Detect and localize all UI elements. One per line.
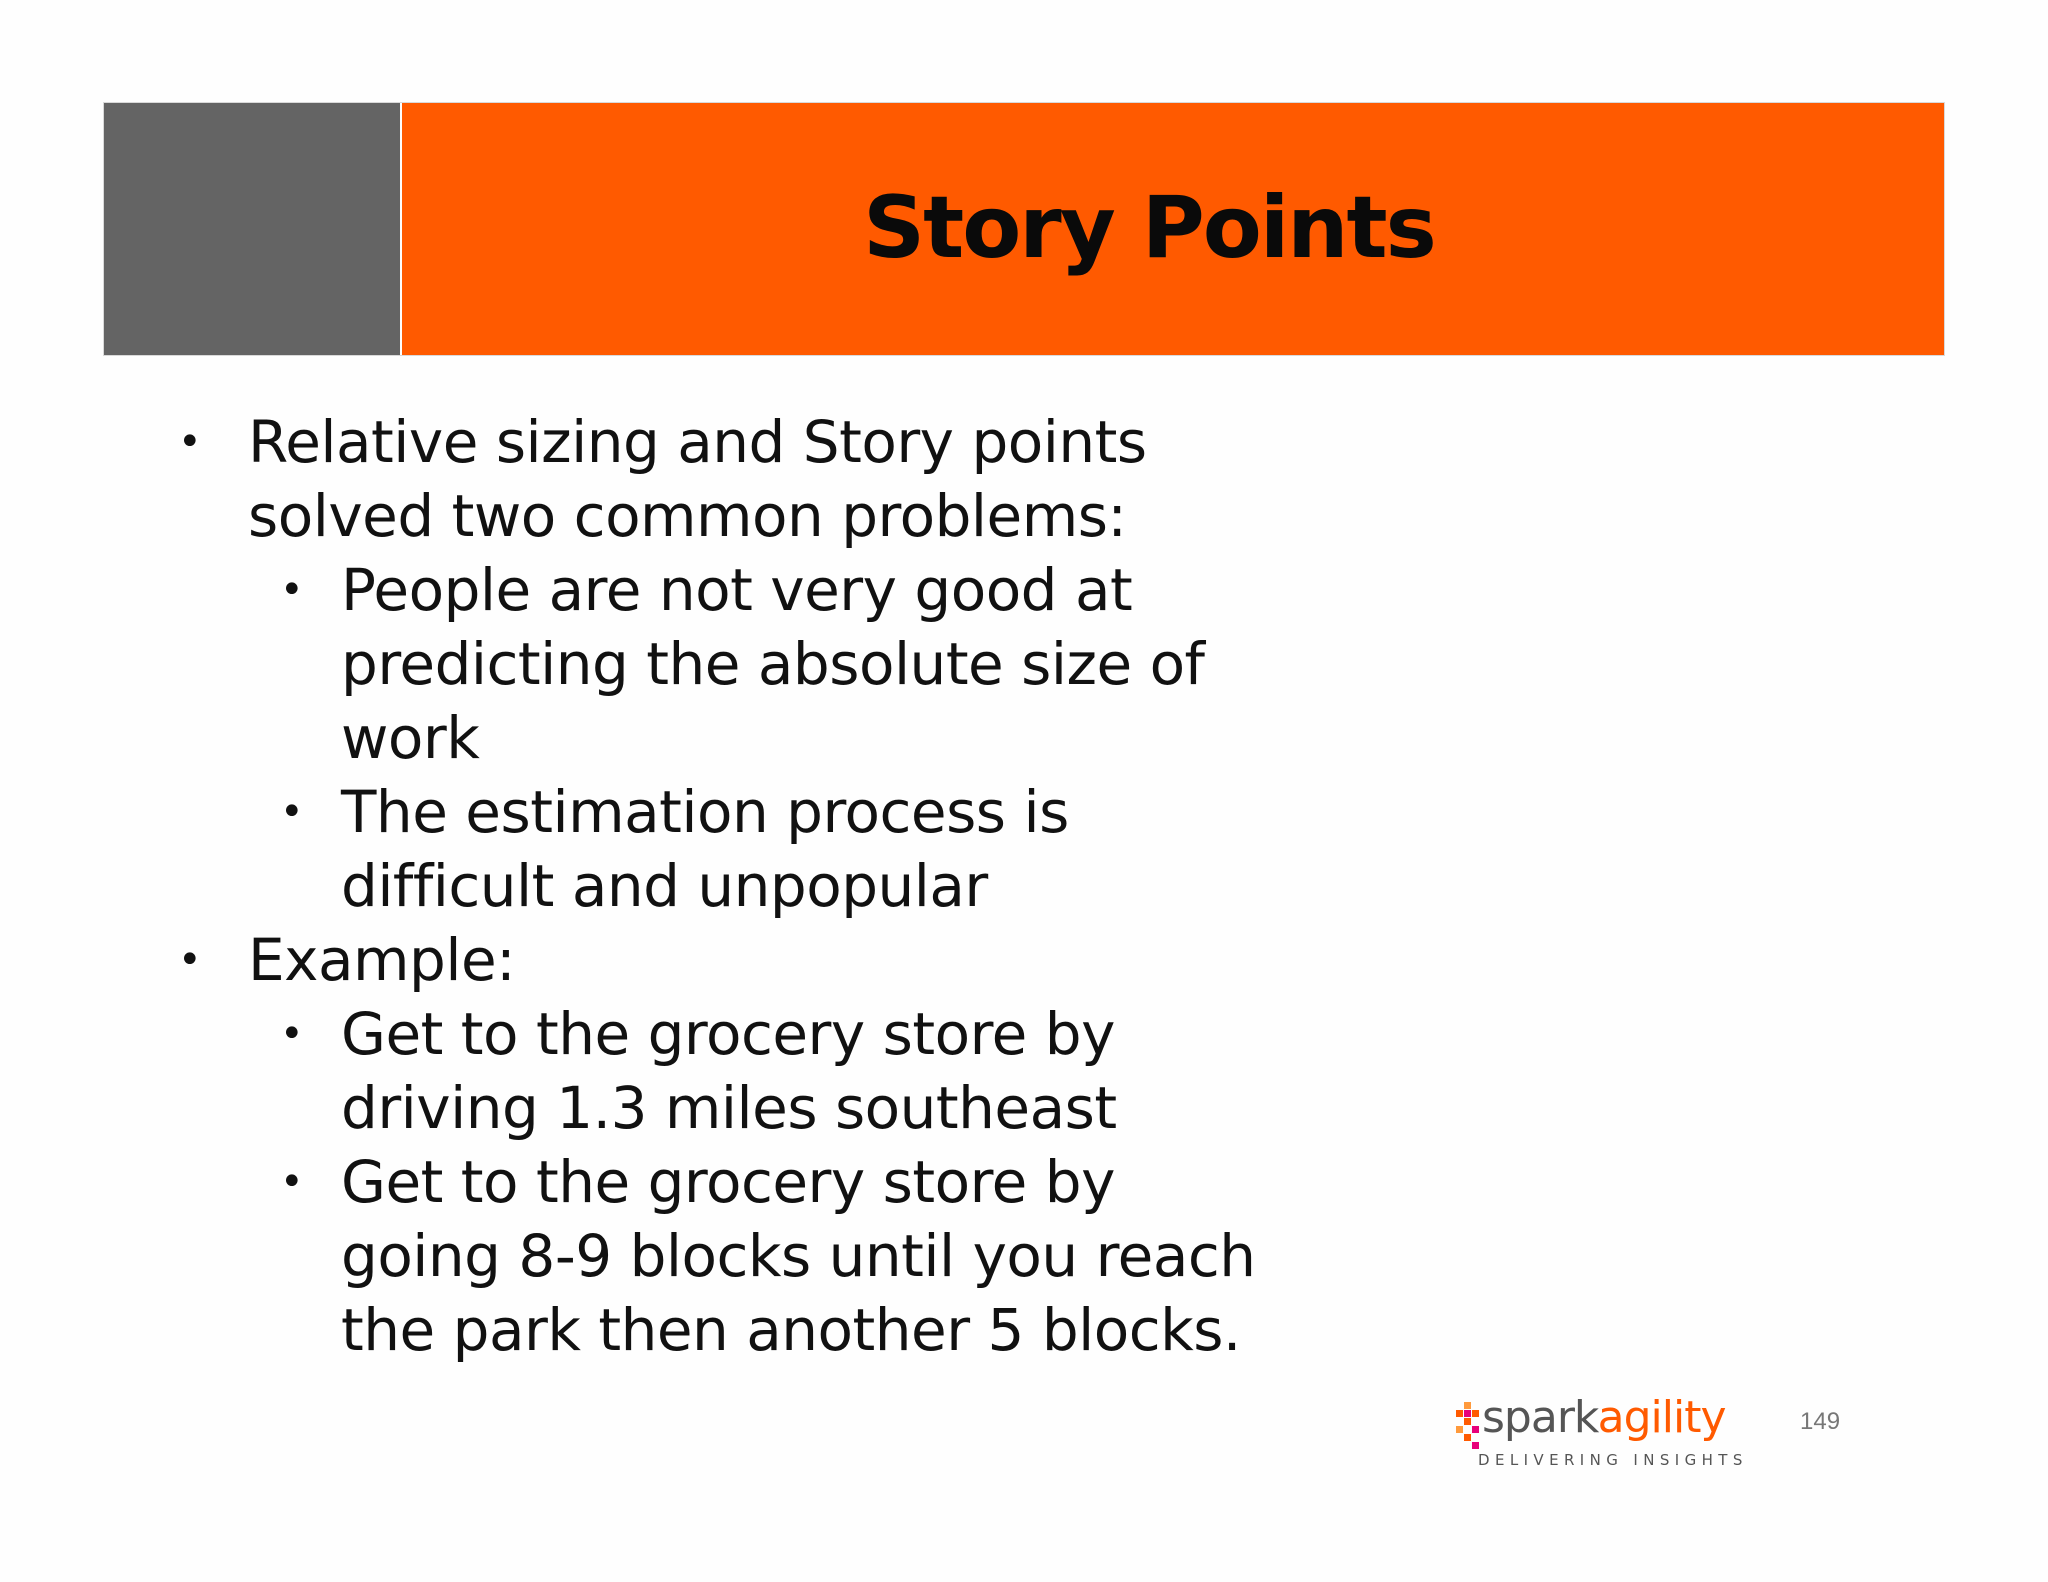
- bullet-text: Relative sizing and Story points solved two common problems:: [248, 408, 1147, 550]
- logo-pixel: [1464, 1418, 1471, 1425]
- slide-title: Story Points: [863, 178, 1435, 278]
- logo-word-agility: agility: [1597, 1392, 1726, 1443]
- bullet-list: [178, 405, 1278, 1367]
- sub-bullet-text: People are not very good at predicting the absolute size of work: [341, 556, 1205, 772]
- bullet-item-2: [178, 923, 1278, 997]
- title-banner: [103, 102, 1945, 356]
- logo-pixel: [1472, 1410, 1479, 1417]
- logo-pixel: [1472, 1426, 1479, 1433]
- logo-word-spark: spark: [1482, 1392, 1598, 1443]
- bullet-item-1: [178, 405, 1278, 553]
- bullet-dot: •: [280, 789, 304, 835]
- logo-tagline: DELIVERING INSIGHTS: [1478, 1451, 1748, 1469]
- sub-bullet-item: [178, 775, 1278, 923]
- bullet-dot: •: [280, 1159, 304, 1205]
- sub-bullet-text: Get to the grocery store by going 8-9 blocks until you reach the park then another 5 blocks.: [341, 1148, 1256, 1364]
- page-number: 149: [1800, 1408, 1841, 1435]
- logo-pixel: [1464, 1402, 1471, 1409]
- bullet-text: Example:: [248, 926, 516, 994]
- bullet-dot: •: [280, 1011, 304, 1057]
- logo-pixel: [1464, 1410, 1471, 1417]
- sub-bullet-item: [178, 997, 1278, 1145]
- logo-pixel: [1472, 1442, 1479, 1449]
- sub-bullet-item: [178, 1145, 1278, 1367]
- bullet-dot: •: [178, 419, 202, 465]
- logo-pixel: [1464, 1434, 1471, 1441]
- sparkagility-logo: [1456, 1392, 1786, 1476]
- sub-bullet-item: [178, 553, 1278, 775]
- logo-pixel: [1456, 1426, 1463, 1433]
- logo-pixel: [1456, 1410, 1463, 1417]
- logo-wordmark: [1482, 1392, 1726, 1443]
- sub-bullet-text: Get to the grocery store by driving 1.3 miles southeast: [341, 1000, 1117, 1142]
- bullet-dot: •: [280, 567, 304, 613]
- bullet-dot: •: [178, 937, 202, 983]
- sub-bullet-text: The estimation process is difficult and unpopular: [341, 778, 1069, 920]
